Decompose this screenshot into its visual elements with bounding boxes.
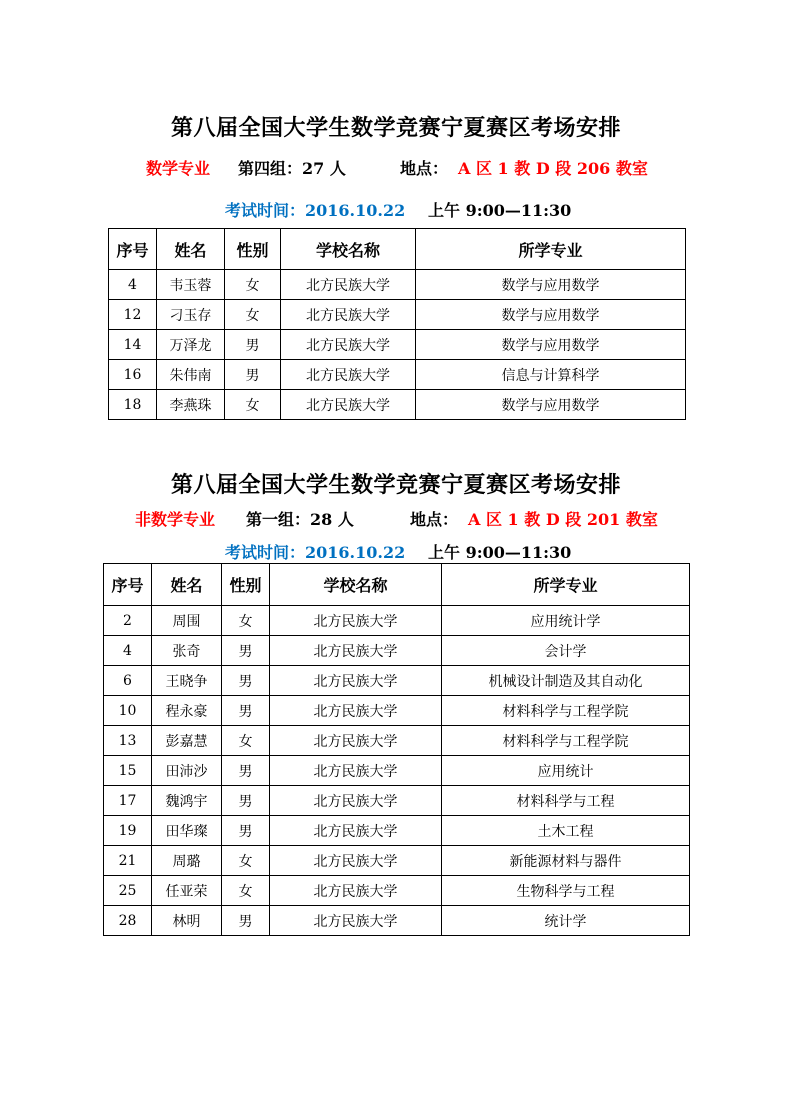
table-cell: 18 [109,390,157,420]
section-2-time-label: 考试时间：2016.10.22 [225,543,406,562]
table-cell: 任亚荣 [152,876,222,906]
table-cell: 北方民族大学 [281,330,416,360]
table-cell: 15 [104,756,152,786]
table-cell: 北方民族大学 [270,846,442,876]
section-2-time-value: 上午 9:00—11:30 [428,543,572,562]
section-1-location-value: A 区 1 教 D 段 206 教室 [458,159,648,178]
table-cell: 14 [109,330,157,360]
table-cell: 周璐 [152,846,222,876]
header-cell: 序号 [109,229,157,270]
header-cell: 姓名 [152,564,222,606]
table-cell: 女 [225,300,281,330]
table-cell: 北方民族大学 [281,270,416,300]
section-1-time-label: 考试时间：2016.10.22 [225,201,406,220]
table-cell: 北方民族大学 [270,636,442,666]
table-cell: 程永豪 [152,696,222,726]
table-cell: 王晓争 [152,666,222,696]
table-cell: 北方民族大学 [270,726,442,756]
table-cell: 北方民族大学 [270,666,442,696]
table-cell: 朱伟南 [157,360,225,390]
header-cell: 所学专业 [442,564,690,606]
table-cell: 机械设计制造及其自动化 [442,666,690,696]
table-cell: 北方民族大学 [270,756,442,786]
table-row [104,876,690,906]
table-cell: 材料科学与工程 [442,786,690,816]
section-2-location-label: 地点： [410,510,459,529]
table-cell: 男 [222,786,270,816]
table-cell: 女 [222,846,270,876]
table-row [104,606,690,636]
table-cell: 女 [222,876,270,906]
table-cell: 数学与应用数学 [416,390,686,420]
table-cell: 女 [222,606,270,636]
table-cell: 数学与应用数学 [416,330,686,360]
header-cell: 所学专业 [416,229,686,270]
section-2-location-value: A 区 1 教 D 段 201 教室 [468,510,658,529]
table-cell: 材料科学与工程学院 [442,726,690,756]
table-header-row [109,229,686,270]
table-cell: 北方民族大学 [270,696,442,726]
section-2-table [103,563,690,936]
section-1-category: 数学专业 [146,159,211,178]
table-cell: 10 [104,696,152,726]
section-1-location-label: 地点： [400,159,449,178]
table-cell: 北方民族大学 [281,390,416,420]
table-cell: 4 [104,636,152,666]
table-cell: 韦玉蓉 [157,270,225,300]
table-cell: 土木工程 [442,816,690,846]
table-cell: 女 [222,726,270,756]
table-cell: 12 [109,300,157,330]
table-cell: 北方民族大学 [270,786,442,816]
section-1-title: 第八届全国大学生数学竞赛宁夏赛区考场安排 [170,116,621,141]
table-cell: 林明 [152,906,222,936]
table-cell: 数学与应用数学 [416,300,686,330]
section-1-time-value: 上午 9:00—11:30 [428,201,572,220]
section-1-table [108,228,686,420]
header-cell: 性别 [222,564,270,606]
table-cell: 彭嘉慧 [152,726,222,756]
table-row [104,756,690,786]
table-cell: 13 [104,726,152,756]
table-row [109,330,686,360]
table-row [104,846,690,876]
table-cell: 4 [109,270,157,300]
table-cell: 会计学 [442,636,690,666]
table-row [109,360,686,390]
table-row [109,270,686,300]
table-row [104,696,690,726]
table-cell: 21 [104,846,152,876]
section-2-title: 第八届全国大学生数学竞赛宁夏赛区考场安排 [170,473,621,498]
table-row [104,786,690,816]
table-cell: 田华璨 [152,816,222,846]
table-row [109,390,686,420]
table-cell: 男 [222,756,270,786]
header-cell: 序号 [104,564,152,606]
table-cell: 北方民族大学 [270,606,442,636]
section-2-category: 非数学专业 [135,510,216,529]
header-cell: 性别 [225,229,281,270]
table-cell: 男 [222,696,270,726]
table-cell: 田沛沙 [152,756,222,786]
table-cell: 男 [222,636,270,666]
table-row [109,300,686,330]
table-cell: 数学与应用数学 [416,270,686,300]
section-2-group: 第一组：28 人 [246,510,354,529]
table-cell: 男 [222,666,270,696]
table-cell: 张奇 [152,636,222,666]
table-cell: 28 [104,906,152,936]
table-cell: 女 [225,390,281,420]
table-cell: 北方民族大学 [270,876,442,906]
header-cell: 学校名称 [281,229,416,270]
table-cell: 2 [104,606,152,636]
table-cell: 北方民族大学 [281,300,416,330]
table-cell: 25 [104,876,152,906]
table-cell: 17 [104,786,152,816]
table-cell: 19 [104,816,152,846]
table-header-row [104,564,690,606]
table-cell: 男 [222,816,270,846]
table-cell: 材料科学与工程学院 [442,696,690,726]
table-cell: 统计学 [442,906,690,936]
table-cell: 男 [222,906,270,936]
table-cell: 信息与计算科学 [416,360,686,390]
section-1-group: 第四组：27 人 [238,159,346,178]
table-row [104,636,690,666]
header-cell: 学校名称 [270,564,442,606]
table-row [104,666,690,696]
table-cell: 万泽龙 [157,330,225,360]
table-cell: 6 [104,666,152,696]
table-cell: 魏鸿宇 [152,786,222,816]
table-cell: 李燕珠 [157,390,225,420]
table-cell: 新能源材料与器件 [442,846,690,876]
table-cell: 应用统计学 [442,606,690,636]
table-cell: 应用统计 [442,756,690,786]
table-cell: 女 [225,270,281,300]
table-row [104,726,690,756]
table-cell: 北方民族大学 [270,816,442,846]
table-cell: 男 [225,330,281,360]
table-cell: 北方民族大学 [270,906,442,936]
table-row [104,816,690,846]
table-cell: 刁玉存 [157,300,225,330]
table-cell: 生物科学与工程 [442,876,690,906]
table-row [104,906,690,936]
table-cell: 周围 [152,606,222,636]
table-cell: 16 [109,360,157,390]
table-cell: 男 [225,360,281,390]
header-cell: 姓名 [157,229,225,270]
table-cell: 北方民族大学 [281,360,416,390]
